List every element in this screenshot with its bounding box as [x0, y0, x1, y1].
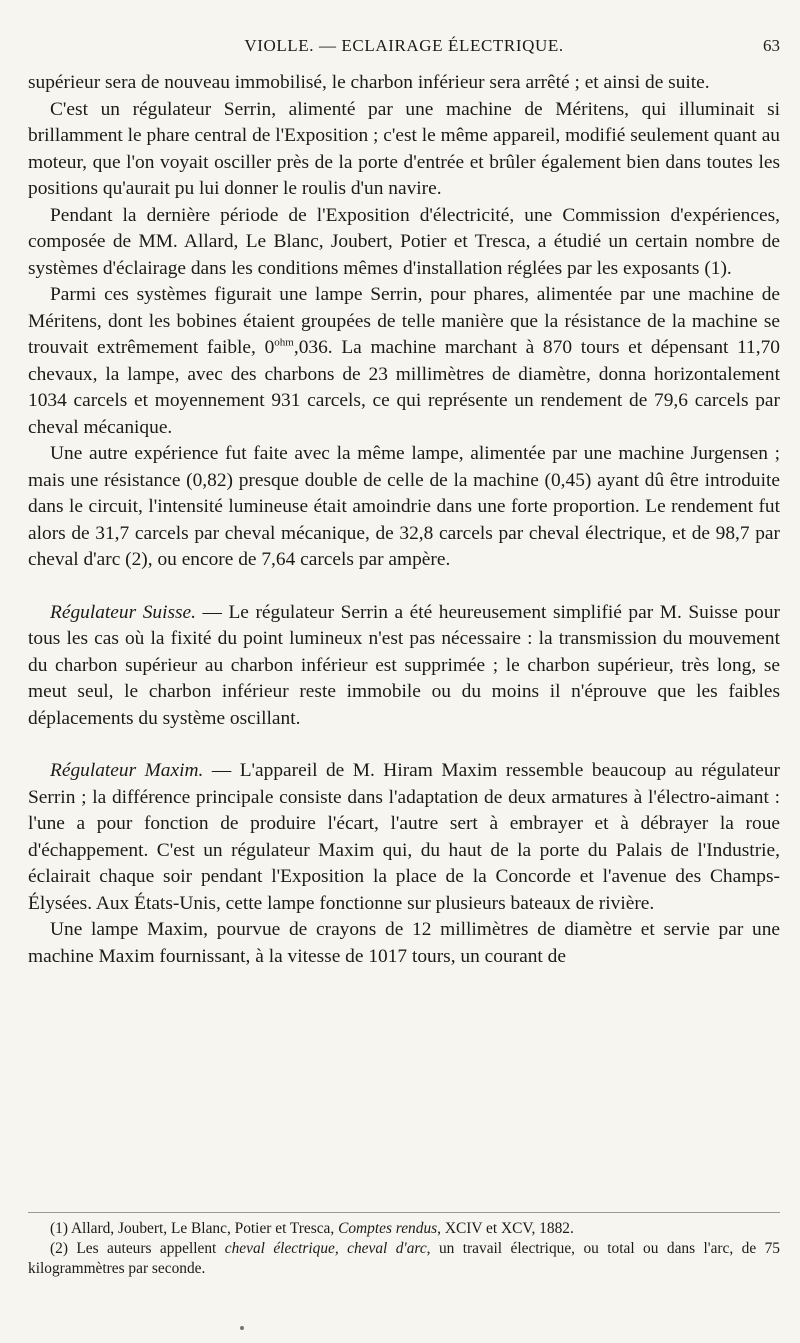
paragraph-8: Une lampe Maxim, pourvue de crayons de 12 millimètres de diamètre et servie par une machine Maxim fournissant, à la vitesse de 1017 tours, un courant de — [28, 919, 780, 967]
footnote-1-text-a: (1) Allard, Joubert, Le Blanc, Potier et Tresca, — [50, 1220, 339, 1237]
footnote-2-text-a: (2) Les auteurs appellent — [50, 1240, 225, 1257]
footnote-2 — [28, 1239, 780, 1279]
paragraph-maxim — [28, 758, 780, 917]
footnotes — [28, 1212, 780, 1279]
paragraph-4-text-a: Parmi ces systèmes figurait une lampe Serrin, pour phares, alimentée par une machine de Méritens, dont les bobines étaient groupées de telle manière que la résistance de la machine se trouvait extrêmement faible, 0 — [28, 284, 780, 358]
running-title: VIOLLE. — ECLAIRAGE ÉLECTRIQUE. — [244, 36, 564, 55]
paragraph-4-text-b: ,036. La machine marchant à 870 tours et dépensant 11,70 chevaux, la lampe, avec des charbons de 23 millimètres de diamètre, donna horizontalement 1034 carcels et moyennement 931 carcels, ce qui représente un rendement de 79,6 carcels par cheval mécanique. — [28, 337, 780, 438]
footnote-2-text-b: , un travail électrique, ou total ou dans l'arc, de 75 kilogrammètres par seconde. — [28, 1240, 780, 1277]
paragraph-4 — [28, 282, 780, 441]
paragraph-suisse — [28, 600, 780, 733]
paragraph-1: supérieur sera de nouveau immobilisé, le charbon inférieur sera arrêté ; et ainsi de suite. — [28, 72, 710, 93]
ink-speck — [240, 1326, 244, 1330]
section-heading-suisse: Régulateur Suisse. — [50, 601, 197, 623]
body-text — [28, 70, 780, 970]
ohm-superscript: ohm — [274, 336, 294, 349]
page-header — [28, 36, 780, 64]
paragraph-2: C'est un régulateur Serrin, alimenté par une machine de Méritens, qui illuminait si brillamment le phare central de l'Exposition ; c'est le même appareil, modifié seulement quant au moteur, que l'on voyait osciller près de la porte d'entrée et brûler également bien dans toutes les positions qu'aurait pu lui donner le roulis d'un navire. — [28, 98, 780, 199]
paragraph-5: Une autre expérience fut faite avec la même lampe, alimentée par une machine Jurgensen ; mais une résistance (0,82) presque double de celle de la machine (0,45) ayant dû être introduite dans le circuit, l'intensité lumineuse était amoindrie dans une forte proportion. Le rendement fut alors de 31,7 carcels par cheval mécanique, de 32,8 carcels par cheval électrique, et de 98,7 par cheval d'arc (2), ou encore de 7,64 carcels par ampère. — [28, 443, 780, 570]
section-heading-maxim: Régulateur Maxim. — [50, 760, 204, 781]
paragraph-suisse-text: — Le régulateur Serrin a été heureusement simplifié par M. Suisse pour tous les cas où la fixité du point lumineux n'est pas nécessaire : la transmission du mouvement du charbon supérieur au charbon inférieur est supprimée ; le charbon supérieur, très long, se meut seul, le charbon inférieur reste immobile ou du moins il n'éprouve que les faibles déplacements du système oscillant. — [28, 601, 780, 729]
footnote-1 — [28, 1219, 780, 1239]
paragraph-maxim-text: — L'appareil de M. Hiram Maxim ressemble beaucoup au régulateur Serrin ; la différence principale consiste dans l'adaptation de deux armatures à l'électro-aimant : l'une a pour fonction de produire l'écart, l'autre sert à embrayer et à débrayer la roue d'échappement. C'est un régulateur Maxim qui, du haut de la porte du Palais de l'Industrie, éclairait chaque soir pendant l'Exposition la place de la Concorde et l'avenue des Champs-Élysées. Aux États-Unis, cette lampe fonctionne sur plusieurs bateaux de rivière. — [28, 760, 780, 914]
footnote-2-terms: cheval électrique, cheval d'arc — [224, 1240, 427, 1257]
page-number: 63 — [763, 36, 780, 55]
paragraph-3: Pendant la dernière période de l'Exposition d'électricité, une Commission d'expériences, composée de MM. Allard, Le Blanc, Joubert, Potier et Tresca, a étudié un certain nombre de systèmes d'éclairage dans les conditions mêmes d'installation réglées par les exposants (1). — [28, 204, 780, 279]
footnote-1-text-b: , XCIV et XCV, 1882. — [437, 1220, 574, 1237]
footnote-1-title: Comptes rendus — [338, 1220, 438, 1237]
